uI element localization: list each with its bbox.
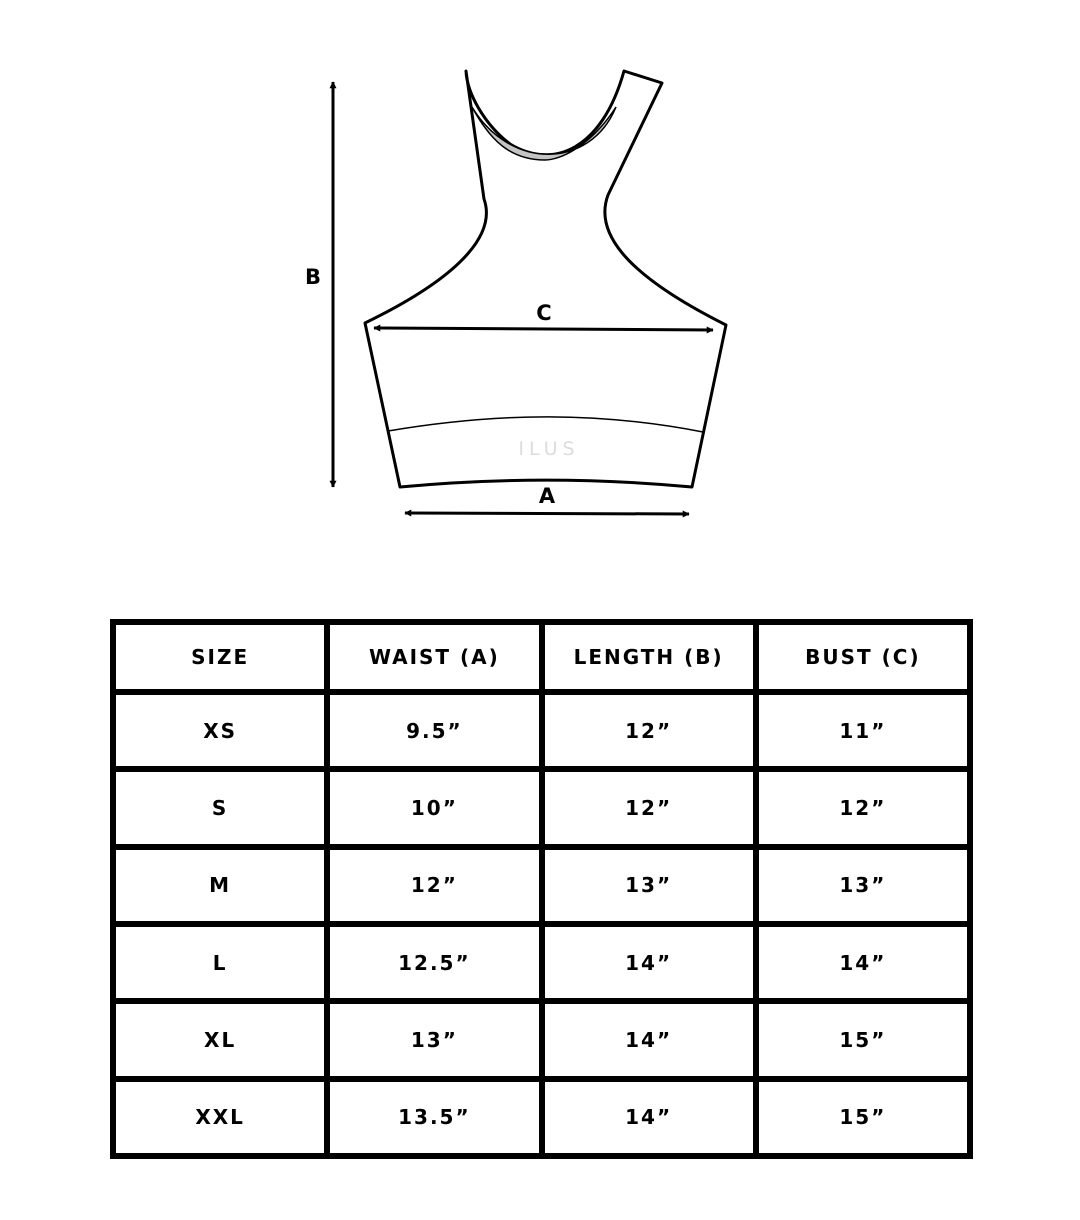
cell-waist: 12” <box>327 847 541 924</box>
cell-length: 14” <box>542 1001 756 1078</box>
cell-bust: 15” <box>756 1001 970 1078</box>
cell-bust: 11” <box>756 692 970 769</box>
brand-mark: ILUS <box>518 438 580 460</box>
cell-size: XL <box>113 1001 327 1078</box>
cell-size: S <box>113 769 327 846</box>
cell-waist: 9.5” <box>327 692 541 769</box>
cell-length: 13” <box>542 847 756 924</box>
table-row <box>113 847 970 924</box>
table-row <box>113 692 970 769</box>
cell-bust: 13” <box>756 847 970 924</box>
cell-waist: 10” <box>327 769 541 846</box>
cell-bust: 12” <box>756 769 970 846</box>
cell-length: 12” <box>542 769 756 846</box>
table-row <box>113 769 970 846</box>
size-chart-table <box>110 619 973 1159</box>
cell-size: M <box>113 847 327 924</box>
table-row <box>113 1079 970 1156</box>
table-header-row <box>113 622 970 692</box>
cell-length: 12” <box>542 692 756 769</box>
cell-length: 14” <box>542 924 756 1001</box>
header-bust: BUST (C) <box>756 622 970 692</box>
cell-waist: 13.5” <box>327 1079 541 1156</box>
length-label: B <box>304 265 322 289</box>
header-length: LENGTH (B) <box>542 622 756 692</box>
garment-diagram <box>0 0 1080 560</box>
header-size: SIZE <box>113 622 327 692</box>
waist-label: A <box>538 484 556 508</box>
cell-waist: 12.5” <box>327 924 541 1001</box>
cell-size: L <box>113 924 327 1001</box>
cell-waist: 13” <box>327 1001 541 1078</box>
table-row <box>113 924 970 1001</box>
garment-outline <box>365 71 726 487</box>
cell-size: XS <box>113 692 327 769</box>
cell-length: 14” <box>542 1079 756 1156</box>
cell-size: XXL <box>113 1079 327 1156</box>
bust-arrow <box>374 328 713 330</box>
table-row <box>113 1001 970 1078</box>
cell-bust: 15” <box>756 1079 970 1156</box>
header-waist: WAIST (A) <box>327 622 541 692</box>
bust-label: C <box>536 301 552 325</box>
cell-bust: 14” <box>756 924 970 1001</box>
waist-arrow <box>405 513 689 514</box>
